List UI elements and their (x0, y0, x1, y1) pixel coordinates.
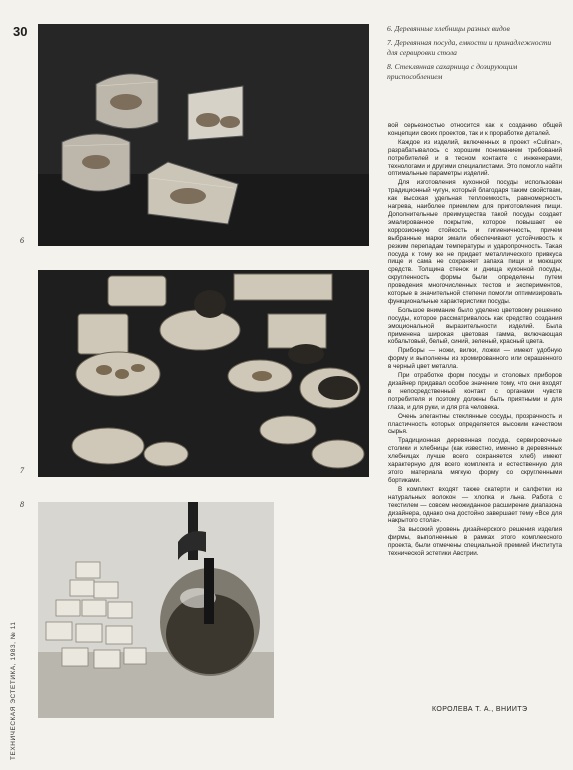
photo-bread-boxes (38, 24, 369, 246)
article-author: КОРОЛЕВА Т. А., ВНИИТЭ (432, 706, 528, 713)
figure-label-6: 6 (20, 236, 24, 245)
article-paragraph: Приборы — ножи, вилки, ложки — имеют удобную форму и выполнены из хромированного или окрашенного в черный цвет металла. (388, 347, 562, 371)
photo-glass-sugar-bowl (38, 502, 274, 718)
caption-7: 7. Деревянная посуда, емкости и принадлежности для сервировки стола (387, 38, 552, 57)
article-paragraph: Каждое из изделий, включенных в проект «Culinar», разрабатывалось с хорошим пониманием требований потребителей и в тесном контакте с инженерами, технологами и другими специалистами. Это помогло найти оптимальные параметры изделий. (388, 138, 562, 178)
article-paragraph: При отработке форм посуды и столовых приборов дизайнер придавал особое значение тому, что они входят в непосредственный контакт с органами чувств потребителя и поэтому должны быть приятными и для глаза, и для руки, и для рта человека. (388, 372, 562, 411)
article-paragraph: Для изготовления кухонной посуды использован традиционный чугун, который благодаря таким свойствам, как высокая удельная теплоемкость, равномерность нагрева, наиболее приемлем для приготовления пищи. Дополнительные преимущества такой посуды создает эмалированное покрытие, которое повышает ее коррозионную стойкость и гигиеничность, причем выбранные марки эмали обеспечивают устойчивость к резким перепадам температуры и ударопрочность. Такая посуда к тому же не придает металлического привкуса пище и сама не сохраняет запаха пищи и моющих средств. Толщина стенок и днища кухонной посуды, скругленность формы были определены путем проведения многочисленных тестов и экспериментов, которые в значительной степени помогли оптимизировать функциональные характеристики посуды. (388, 179, 562, 305)
figure-label-8: 8 (20, 500, 24, 509)
article-paragraph: В комплект входят также скатерти и салфетки из натуральных волокон — хлопка и льна. Работа с текстилем — совсем неожиданное расширение диапазона дизайнера, однако она достойно завершает тему «Все для накрытого стола». (388, 485, 562, 525)
article-paragraph: Очень элегантны стеклянные сосуды, прозрачность и пластичность которых определяется высоким качеством сырья. (388, 412, 562, 436)
caption-8: 8. Стеклянная сахарница с дозирующим приспособлением (387, 62, 518, 81)
article-paragraph: За высокий уровень дизайнерского решения изделия фирмы, выполненные в рамках этого комплексного проекта, были отмечены специальной премией Института технической эстетики Австрии. (388, 526, 562, 558)
journal-side-label: ТЕХНИЧЕСКАЯ ЭСТЕТИКА, 1983, № 11 (10, 621, 17, 760)
article-paragraph: Традиционная деревянная посуда, сервировочные столики и хлебницы (как известно, именно в деревянных хлебницах лучше всего сохраняется хлеб) имеют характерную для всего комплекта и естественную для этого материала мягкую форму со скругленными бортиками. (388, 437, 562, 484)
article-body (388, 122, 562, 559)
figure-label-7: 7 (20, 466, 24, 475)
article-paragraph: Большое внимание было уделено цветовому решению посуды, которое рассматривалось как средство создания эмоциональной выразительности изделий. Была применена широкая цветовая гамма, включающая кобальтовый, белый, синий, зеленый, красный цвета. (388, 306, 562, 346)
caption-6: 6. Деревянные хлебницы разных видов (387, 24, 510, 33)
page-number: 30 (13, 24, 28, 39)
photo-wooden-tableware (38, 270, 369, 477)
figure-captions (387, 24, 562, 86)
article-paragraph: вой серьезностью относится как к созданию общей концепции своих проектов, так и к проработке деталей. (388, 122, 562, 137)
